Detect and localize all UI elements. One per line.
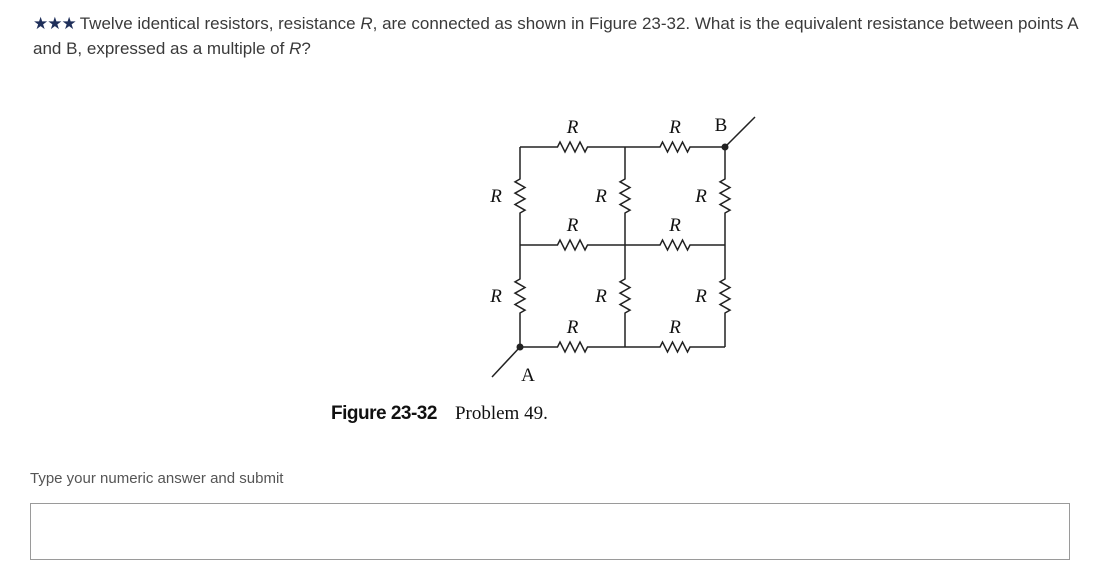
resistor-top-right-label: R <box>669 117 681 138</box>
resistor-center-lower-label: R <box>595 286 607 307</box>
node-a-dot <box>517 344 524 351</box>
resistor-middle-left <box>520 240 625 250</box>
resistor-bottom-left-label: R <box>566 317 579 338</box>
node-b-dot <box>722 144 729 151</box>
question-text-part1: Twelve identical resistors, resistance <box>79 14 361 33</box>
circuit-figure <box>320 105 780 435</box>
figure-caption-text: Problem 49. <box>454 403 548 424</box>
resistor-center-lower <box>620 245 630 347</box>
resistor-top-left-label: R <box>566 117 579 138</box>
resistor-right-upper-label: R <box>695 186 707 207</box>
resistor-middle-left-label: R <box>566 215 579 236</box>
resistor-center-upper-label: R <box>595 186 607 207</box>
resistor-middle-right-label: R <box>669 215 681 236</box>
resistor-top-left <box>520 142 625 152</box>
node-b-label: B <box>714 115 728 136</box>
figure-caption <box>331 403 548 425</box>
node-a-label: A <box>521 365 535 386</box>
resistor-middle-right <box>625 240 725 250</box>
difficulty-stars: ★★★ <box>33 14 76 33</box>
resistor-left-lower-label: R <box>490 286 502 307</box>
r-symbol-2: R <box>289 39 302 58</box>
resistor-left-lower <box>515 245 525 347</box>
resistor-left-upper-label: R <box>490 186 502 207</box>
r-symbol-1: R <box>360 14 373 33</box>
figure-caption-label: Figure 23-32 <box>331 403 437 424</box>
question-text <box>33 11 1083 61</box>
terminal-b-lead <box>725 117 755 147</box>
resistor-bottom-right-label: R <box>669 317 681 338</box>
resistor-right-lower-label: R <box>695 286 707 307</box>
resistor-left-upper <box>515 147 525 245</box>
resistor-right-lower <box>720 245 730 347</box>
resistor-top-right <box>625 142 725 152</box>
answer-prompt: Type your numeric answer and submit <box>30 470 284 487</box>
terminal-a-lead <box>492 347 520 377</box>
question-text-part2: , are connected as shown in Figure 23-32. What is the equivalent resistance between points A and B, expressed as a multiple of <box>33 14 1078 58</box>
resistor-bottom-right <box>625 342 725 352</box>
answer-input[interactable] <box>30 503 1070 560</box>
question-text-part3: ? <box>301 39 311 58</box>
resistor-center-upper <box>620 147 630 245</box>
resistor-right-upper <box>720 147 730 245</box>
circuit-diagram <box>320 105 780 435</box>
resistor-bottom-left <box>520 342 625 352</box>
